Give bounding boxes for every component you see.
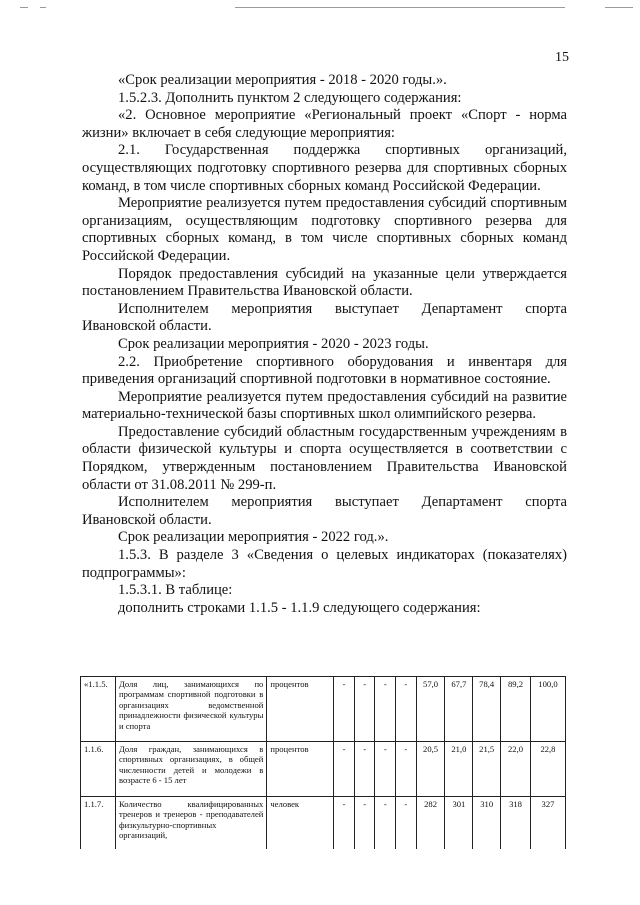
paragraph: Исполнителем мероприятия выступает Департамент спорта Ивановской области. [82,494,567,528]
indicator-value: - [354,677,375,742]
paragraph: Срок реализации мероприятия - 2022 год.». [118,529,389,546]
paragraph: Срок реализации мероприятия - 2020 - 2023 годы. [118,335,429,352]
paragraph: дополнить строками 1.1.5 - 1.1.9 следующего содержания: [118,599,481,616]
indicator-value: 301 [445,797,473,850]
indicator-value: - [375,797,396,850]
indicators-table [80,676,566,849]
indicator-value: 21,0 [445,742,473,797]
indicator-value: 327 [530,797,565,850]
indicator-value: 100,0 [530,677,565,742]
indicator-name: Доля лиц, занимающихся по программам спортивной подготовки в организациях ведомственной принадлежности физической культуры и спорта [116,677,267,742]
indicator-value: 89,2 [501,677,531,742]
paragraph: Мероприятие реализуется путем предоставления субсидий спортивным организациям, осуществляющим подготовку спортивного резерва для спортивных сборных команд, в том числе спортивных сборных команд Российской Федерации. [82,195,567,264]
indicator-value: - [375,677,396,742]
indicator-value: 20,5 [416,742,445,797]
paragraph: 2.2. Приобретение спортивного оборудования и инвентаря для приведения организаций спортивной подготовки в нормативное состояние. [82,353,567,388]
indicator-value: 282 [416,797,445,850]
indicator-value: - [396,677,417,742]
indicator-name: Доля граждан, занимающихся в спортивных организациях, в общей численности детей и молодежи в возрасте 6 - 15 лет [116,742,267,797]
indicator-name: Количество квалифицированных тренеров и тренеров - преподавателей физкультурно-спортивных организаций, [116,797,267,850]
indicator-value: - [334,797,355,850]
indicator-code: «1.1.5. [81,677,116,742]
indicator-value: 21,5 [473,742,501,797]
paragraph: 2.1. Государственная поддержка спортивных организаций, осуществляющих подготовку спортивного резерва для спортивных сборных команд, в том числе спортивных сборных команд Российской Федерации. [82,142,567,194]
paragraph: 1.5.3.1. В таблице: [118,582,233,599]
indicator-value: - [396,742,417,797]
paragraph: Предоставление субсидий областным государственным учреждениям в области физической культуры и спорта осуществляется в соответствии с Порядком, утвержденным постановлением Правительства Ивановской области от 31.08.2011 № 299-п. [82,423,567,493]
paragraph: «2. Основное мероприятие «Региональный проект «Спорт - норма жизни» включает в себя следующие мероприятия: [82,107,567,141]
indicator-value: 78,4 [473,677,501,742]
table-row [81,677,566,742]
paragraph: Мероприятие реализуется путем предоставления субсидий на развитие материально-технической базы спортивных школ олимпийского резерва. [82,388,567,423]
indicator-value: - [334,742,355,797]
indicator-value: 22,0 [501,742,531,797]
indicator-value: - [354,797,375,850]
indicator-value: 57,0 [416,677,445,742]
indicator-code: 1.1.7. [81,797,116,850]
table-row [81,742,566,797]
scan-header-artifact [0,0,640,14]
indicator-value: - [354,742,375,797]
indicator-value: 318 [501,797,531,850]
indicator-value: - [334,677,355,742]
indicator-value: - [375,742,396,797]
indicator-unit: процентов [267,742,334,797]
document-body [82,72,567,617]
paragraph: 1.5.3. В разделе 3 «Сведения о целевых индикаторах (показателях) подпрограммы»: [82,547,567,581]
paragraph: «Срок реализации мероприятия - 2018 - 2020 годы.». [118,72,447,88]
paragraph: 1.5.2.3. Дополнить пунктом 2 следующего содержания: [118,89,462,106]
indicator-value: 67,7 [445,677,473,742]
paragraph: Исполнителем мероприятия выступает Департамент спорта Ивановской области. [82,300,567,335]
indicator-unit: человек [267,797,334,850]
indicator-value: 22,8 [530,742,565,797]
paragraph: Порядок предоставления субсидий на указанные цели утверждается постановлением Правительства Ивановской области. [82,265,567,300]
indicator-unit: процентов [267,677,334,742]
indicator-code: 1.1.6. [81,742,116,797]
indicator-value: 310 [473,797,501,850]
indicator-value: - [396,797,417,850]
table-row [81,797,566,850]
page-number: 15 [555,50,569,65]
